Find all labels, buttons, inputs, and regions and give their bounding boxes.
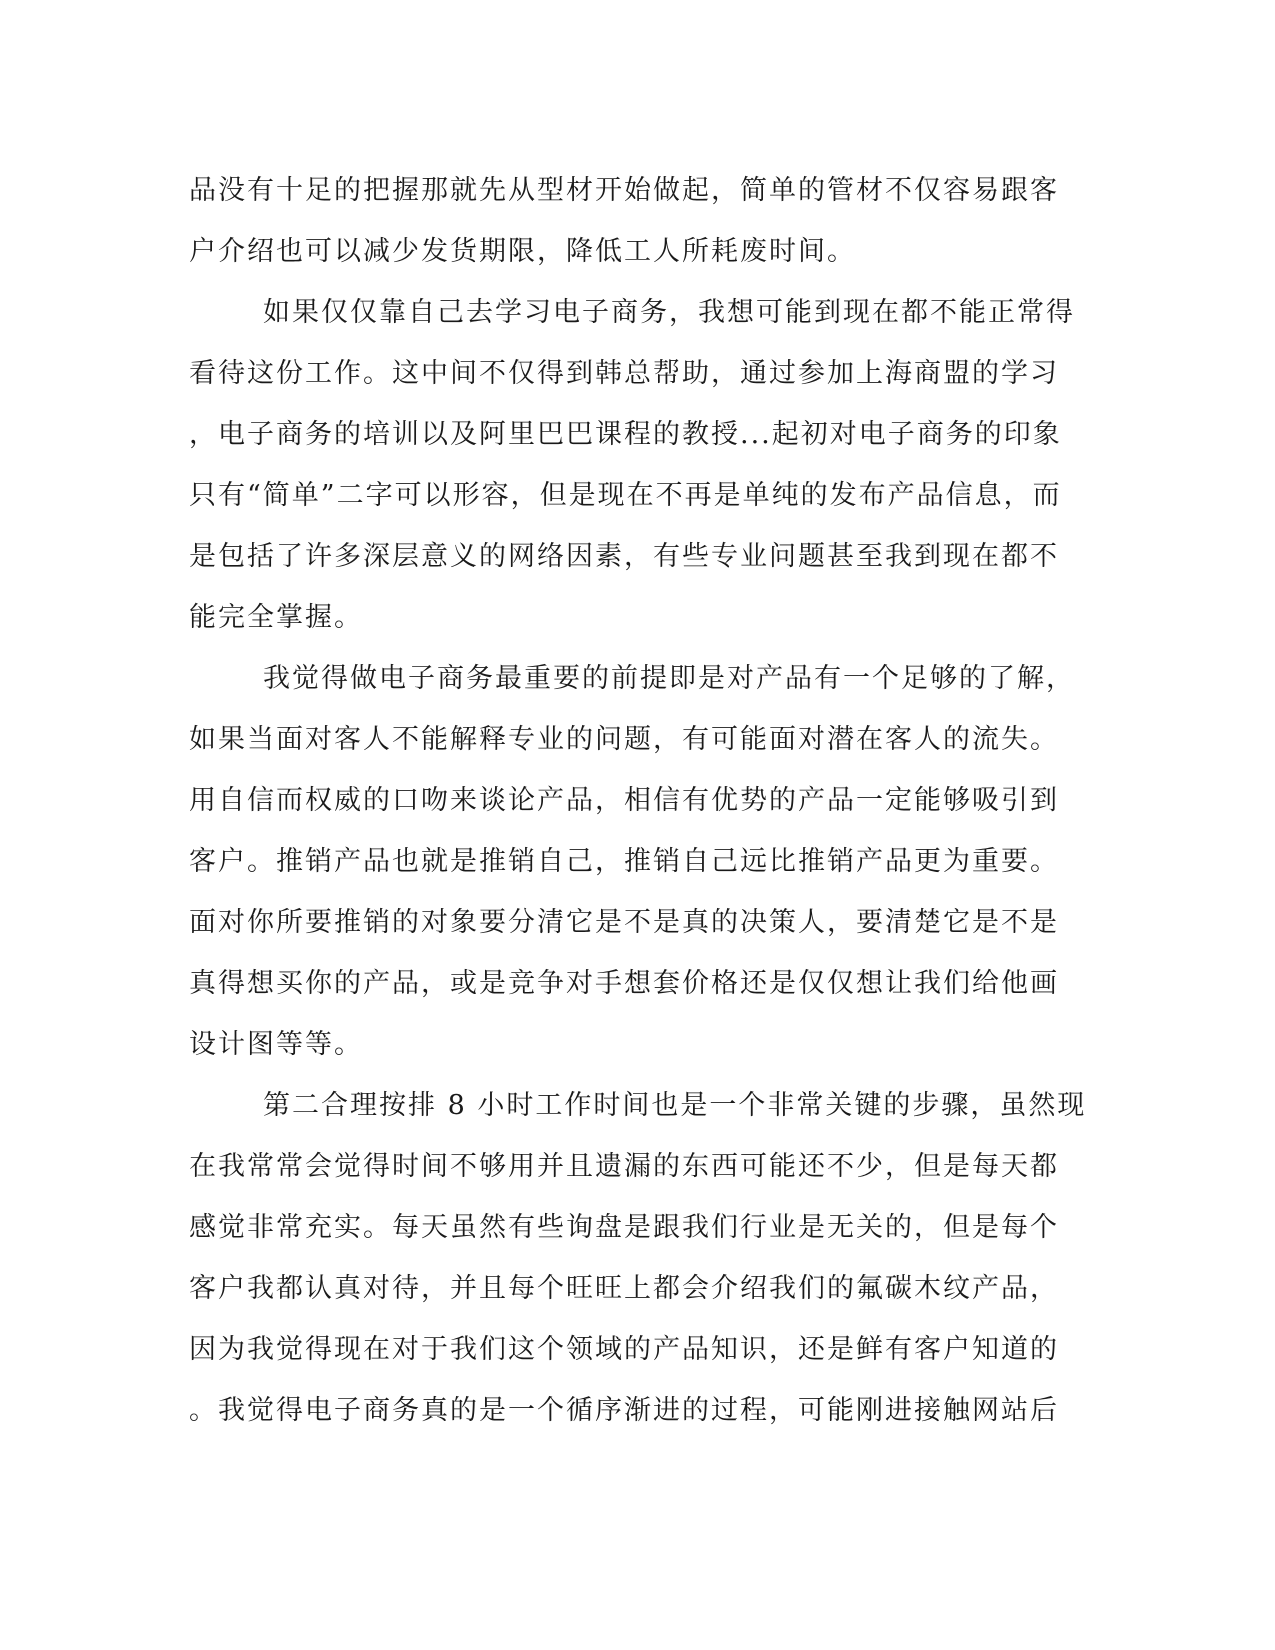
text-line: 客户。推销产品也就是推销自己，推销自己远比推销产品更为重要。 <box>189 846 1059 877</box>
text-line: 设计图等等。 <box>189 1029 363 1060</box>
paragraph-first-line: 我觉得做电子商务最重要的前提即是对产品有一个足够的了解， <box>263 663 1075 694</box>
text-line: 看待这份工作。这中间不仅得到韩总帮助，通过参加上海商盟的学习 <box>189 358 1059 389</box>
text-line: 是包括了许多深层意义的网络因素，有些专业问题甚至我到现在都不 <box>189 541 1059 572</box>
text-line: 。我觉得电子商务真的是一个循序渐进的过程，可能刚进接触网站后 <box>189 1395 1059 1426</box>
text-line: 真得想买你的产品，或是竞争对手想套价格还是仅仅想让我们给他画 <box>189 968 1059 999</box>
text-line: 客户我都认真对待，并且每个旺旺上都会介绍我们的氟碳木纹产品， <box>189 1273 1059 1304</box>
text-line: 能完全掌握。 <box>189 602 363 633</box>
text-line: 品没有十足的把握那就先从型材开始做起，简单的管材不仅容易跟客 <box>189 175 1059 206</box>
text-line: 在我常常会觉得时间不够用并且遗漏的东西可能还不少，但是每天都 <box>189 1151 1059 1182</box>
text-line: ，电子商务的培训以及阿里巴巴课程的教授...起初对电子商务的印象 <box>189 419 1062 450</box>
text-line: 只有“简单”二字可以形容，但是现在不再是单纯的发布产品信息，而 <box>189 480 1062 511</box>
text-line: 用自信而权威的口吻来谈论产品，相信有优势的产品一定能够吸引到 <box>189 785 1059 816</box>
paragraph-first-line: 第二合理按排 8 小时工作时间也是一个非常关键的步骤，虽然现 <box>263 1090 1087 1121</box>
text-line: 因为我觉得现在对于我们这个领域的产品知识，还是鲜有客户知道的 <box>189 1334 1059 1365</box>
text-line: 如果当面对客人不能解释专业的问题，有可能面对潜在客人的流失。 <box>189 724 1059 755</box>
text-line: 感觉非常充实。每天虽然有些询盘是跟我们行业是无关的，但是每个 <box>189 1212 1059 1243</box>
text-line: 面对你所要推销的对象要分清它是不是真的决策人，要清楚它是不是 <box>189 907 1059 938</box>
body-text <box>189 160 1089 1441</box>
text-line: 户介绍也可以减少发货期限，降低工人所耗废时间。 <box>189 236 856 267</box>
paragraph-first-line: 如果仅仅靠自己去学习电子商务，我想可能到现在都不能正常得 <box>263 297 1075 328</box>
